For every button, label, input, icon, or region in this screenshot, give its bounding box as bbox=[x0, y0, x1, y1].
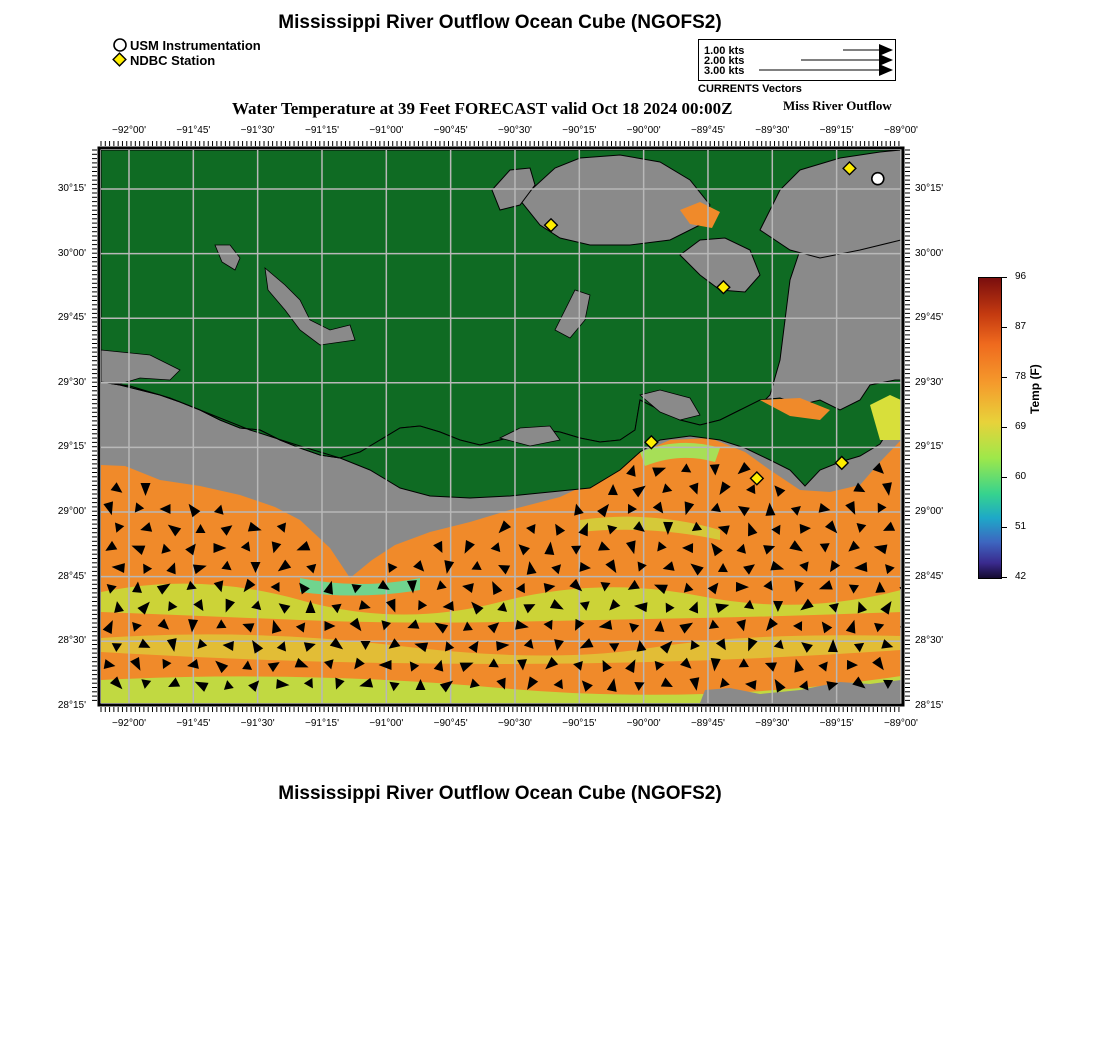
lon-tick-label: −91°15' bbox=[304, 125, 339, 136]
colorbar-tick-mark bbox=[1001, 377, 1007, 378]
lon-tick-label: −89°15' bbox=[819, 718, 854, 729]
colorbar-tick-mark bbox=[1001, 327, 1007, 328]
second-panel-title: Mississippi River Outflow Ocean Cube (NGOFS2) bbox=[278, 783, 722, 804]
map-title: Mississippi River Outflow Ocean Cube (NGOFS2) bbox=[278, 12, 722, 33]
lon-tick-label: −89°30' bbox=[755, 125, 790, 136]
lat-tick-label: 28°30' bbox=[915, 635, 944, 647]
lon-tick-label: −90°30' bbox=[497, 125, 532, 136]
colorbar-tick-label: 69 bbox=[1015, 421, 1027, 432]
current-arrow bbox=[911, 601, 921, 612]
lon-tick-label: −90°00' bbox=[626, 125, 661, 136]
vector-scale-2: 2.00 kts bbox=[704, 55, 745, 67]
lat-tick-label: 30°15' bbox=[915, 183, 944, 194]
lat-tick-label: 29°15' bbox=[915, 441, 944, 453]
colorbar-label: Temp (F) bbox=[1028, 364, 1042, 414]
lat-tick-label: 30°00' bbox=[915, 247, 944, 259]
lon-tick-label: −90°45' bbox=[433, 125, 468, 136]
lon-tick-label: −90°15' bbox=[562, 718, 597, 729]
map-subtitle: Water Temperature at 39 Feet FORECAST valid Oct 18 2024 00:00Z bbox=[232, 99, 733, 118]
lon-tick-label: −89°30' bbox=[755, 718, 790, 729]
lat-tick-label: 29°45' bbox=[57, 312, 86, 324]
colorbar-tick-label: 87 bbox=[1015, 321, 1027, 332]
lon-tick-label: −91°00' bbox=[369, 718, 404, 729]
vector-legend-caption: CURRENTS Vectors bbox=[698, 83, 802, 95]
lat-tick-label: 30°15' bbox=[57, 183, 86, 194]
lon-tick-label: −91°15' bbox=[304, 718, 339, 729]
colorbar-tick-label: 78 bbox=[1015, 371, 1027, 382]
lon-tick-label: −91°45' bbox=[176, 718, 211, 729]
lon-tick-label: −90°30' bbox=[497, 718, 532, 729]
lon-tick-label: −89°00' bbox=[883, 718, 918, 729]
lon-tick-label: −90°15' bbox=[562, 125, 597, 136]
lat-tick-label: 29°30' bbox=[915, 376, 944, 388]
ndbc-legend-label: NDBC Station bbox=[130, 53, 216, 68]
lat-tick-label: 29°15' bbox=[57, 441, 86, 453]
lon-tick-label: −92°00' bbox=[112, 125, 146, 136]
lon-tick-label: −91°45' bbox=[176, 125, 211, 136]
lat-tick-label: 28°45' bbox=[57, 570, 86, 582]
colorbar-tick-label: 60 bbox=[1015, 471, 1027, 482]
lat-tick-label: 29°45' bbox=[915, 312, 944, 324]
lon-tick-label: −90°00' bbox=[626, 718, 661, 729]
colorbar-tick-label: 51 bbox=[1015, 521, 1027, 532]
lon-tick-label: −92°00' bbox=[112, 718, 146, 729]
lat-tick-label: 28°15' bbox=[57, 699, 86, 711]
colorbar-tick-mark bbox=[1001, 477, 1007, 478]
lat-tick-label: 29°30' bbox=[57, 376, 86, 388]
colorbar-tick-label: 42 bbox=[1015, 571, 1027, 582]
lat-tick-label: 28°30' bbox=[57, 635, 86, 647]
lon-tick-label: −91°30' bbox=[240, 718, 275, 729]
usm-station-marker[interactable] bbox=[872, 173, 884, 185]
lon-tick-label: −89°00' bbox=[883, 125, 918, 136]
lon-tick-label: −91°30' bbox=[240, 125, 275, 136]
temperature-colorbar bbox=[978, 277, 1002, 579]
usm-legend-label: USM Instrumentation bbox=[130, 38, 261, 53]
lat-tick-label: 29°00' bbox=[57, 506, 86, 517]
colorbar-tick-mark bbox=[1001, 277, 1007, 278]
lon-tick-label: −90°45' bbox=[433, 718, 468, 729]
vector-scale-1: 1.00 kts bbox=[704, 45, 745, 57]
vector-scale-3: 3.00 kts bbox=[704, 65, 745, 77]
outflow-label: Miss River Outflow bbox=[783, 98, 892, 113]
lon-tick-label: −89°45' bbox=[690, 718, 725, 729]
current-arrow bbox=[909, 483, 922, 496]
colorbar-tick-label: 96 bbox=[1015, 271, 1027, 282]
lat-tick-label: 28°15' bbox=[915, 699, 944, 711]
lon-tick-label: −89°15' bbox=[819, 125, 854, 136]
lon-tick-label: −89°45' bbox=[690, 125, 725, 136]
lat-tick-label: 29°00' bbox=[915, 506, 944, 517]
lon-tick-label: −91°00' bbox=[369, 125, 404, 136]
current-arrow bbox=[908, 677, 923, 692]
colorbar-tick-mark bbox=[1001, 527, 1007, 528]
lat-tick-label: 28°45' bbox=[915, 570, 944, 582]
colorbar-tick-mark bbox=[1001, 577, 1007, 578]
lat-tick-label: 30°00' bbox=[57, 247, 86, 259]
colorbar-tick-mark bbox=[1001, 427, 1007, 428]
